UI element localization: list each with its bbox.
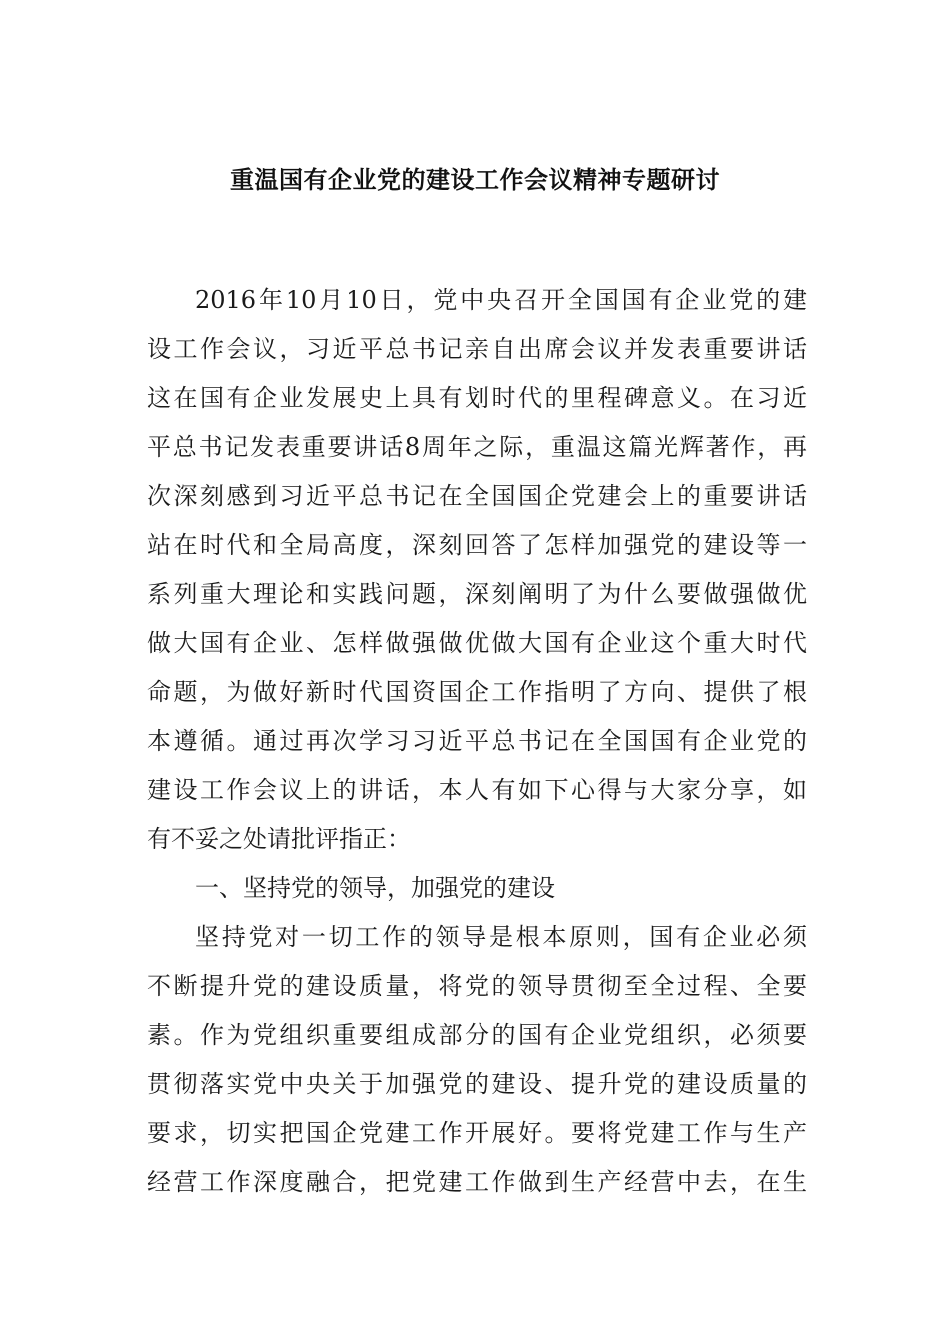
paragraph-1-line-6: 站在时代和全局高度，深刻回答了怎样加强党的建设等一 bbox=[147, 531, 807, 559]
paragraph-1-line-10: 本遵循。通过再次学习习近平总书记在全国国有企业党的 bbox=[147, 727, 807, 755]
document-body bbox=[147, 276, 807, 1207]
paragraph-1-line-4: 平总书记发表重要讲话8周年之际，重温这篇光辉著作，再 bbox=[147, 433, 807, 461]
paragraph-1-line-8: 做大国有企业、怎样做强做优做大国有企业这个重大时代 bbox=[147, 629, 807, 657]
paragraph-1-line-5: 次深刻感到习近平总书记在全国国企党建会上的重要讲话 bbox=[147, 482, 807, 510]
paragraph-1-line-2: 设工作会议，习近平总书记亲自出席会议并发表重要讲话 bbox=[147, 335, 807, 363]
paragraph-2-line-1: 坚持党对一切工作的领导是根本原则，国有企业必须 bbox=[195, 923, 807, 951]
paragraph-1-line-11: 建设工作会议上的讲话，本人有如下心得与大家分享，如 bbox=[147, 776, 807, 804]
paragraph-2-line-2: 不断提升党的建设质量，将党的领导贯彻至全过程、全要 bbox=[147, 972, 807, 1000]
paragraph-2-line-4: 贯彻落实党中央关于加强党的建设、提升党的建设质量的 bbox=[147, 1070, 807, 1098]
paragraph-1-line-12: 有不妥之处请批评指正： bbox=[147, 825, 411, 853]
paragraph-1-line-7: 系列重大理论和实践问题，深刻阐明了为什么要做强做优 bbox=[147, 580, 807, 608]
paragraph-1-line-9: 命题，为做好新时代国资国企工作指明了方向、提供了根 bbox=[147, 678, 807, 706]
paragraph-2-line-6: 经营工作深度融合，把党建工作做到生产经营中去，在生 bbox=[147, 1168, 807, 1196]
document-title: 重温国有企业党的建设工作会议精神专题研讨 bbox=[230, 165, 720, 194]
paragraph-1-line-1: 2016年10月10日，党中央召开全国国有企业党的建 bbox=[195, 286, 807, 314]
paragraph-2-line-3: 素。作为党组织重要组成部分的国有企业党组织，必须要 bbox=[147, 1021, 807, 1049]
section-heading-1: 一、坚持党的领导，加强党的建设 bbox=[195, 874, 555, 902]
paragraph-2-line-5: 要求，切实把国企党建工作开展好。要将党建工作与生产 bbox=[147, 1119, 807, 1147]
paragraph-1-line-3: 这在国有企业发展史上具有划时代的里程碑意义。在习近 bbox=[147, 384, 807, 412]
